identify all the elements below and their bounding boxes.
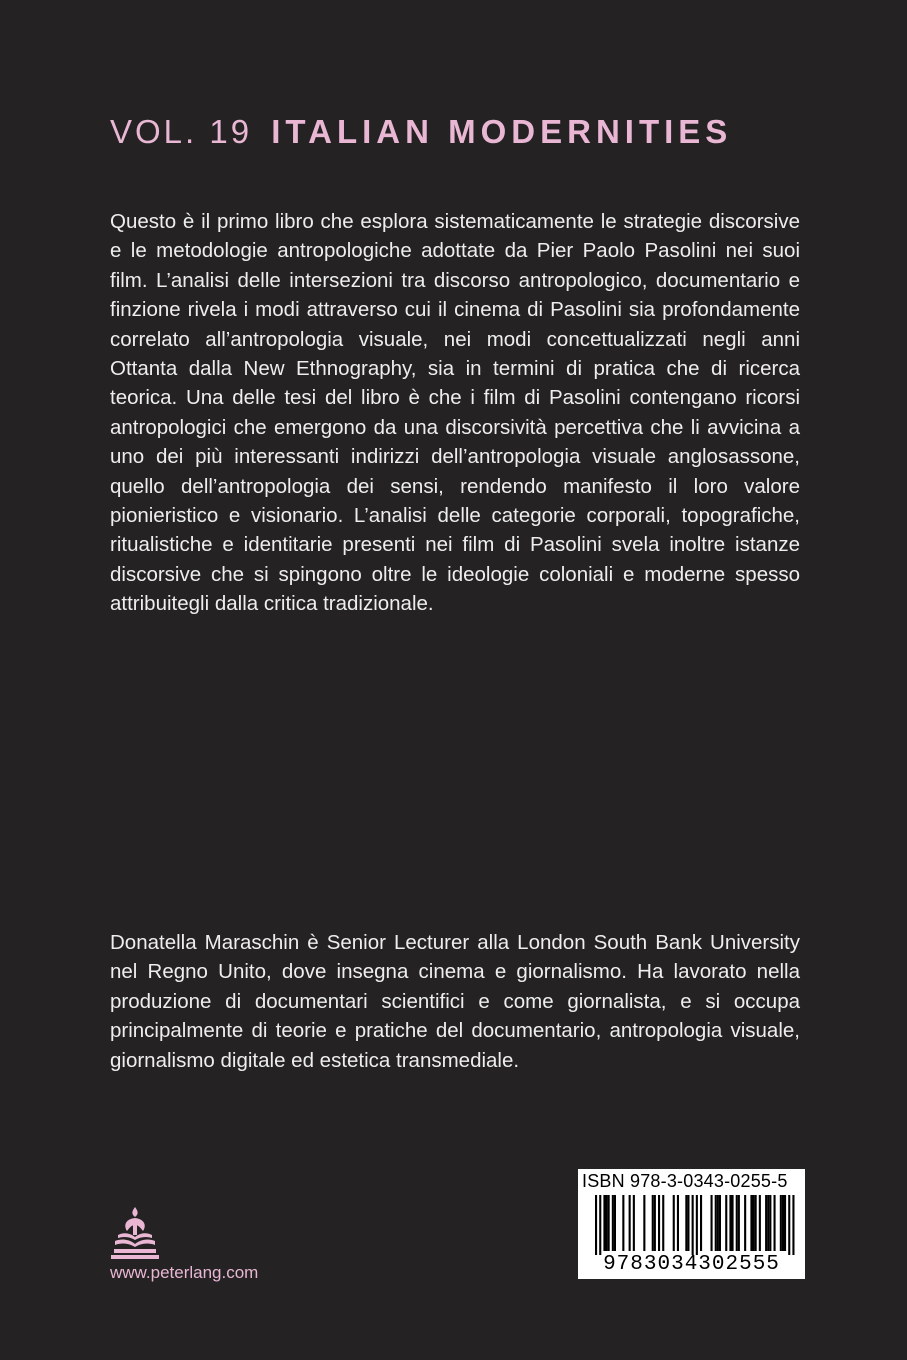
barcode-bar xyxy=(662,1195,664,1251)
barcode-bar xyxy=(759,1195,761,1251)
book-blurb: Questo è il primo libro che esplora sistematicamente le strategie discorsive e le metodologie antropologiche adottate da Pier Paolo Pasolini nei suoi film. L’analisi delle intersezioni tra discorso antropologico, documentario e finzione rivela i modi attraverso cui il cinema di Pasolini sia profondamente correlato all’antropologia visuale, nei modi concettualizzati negli anni Ottanta dalla New Ethnography, sia in termini di pratica che di ricerca teorica. Una delle tesi del libro è che i film di Pasolini contengano ricorsi antropologici che emergono da una discorsività percettiva che li avvicina a uno dei più interessanti indirizzi dell’antropologia visuale anglosassone, quello dell’antropologia dei sensi, rendendo manifesto il loro valore pionieristico e visionario. L’analisi delle categorie corporali, topografiche, ritualistiche e identitarie presenti nei film di Pasolini svela inoltre istanze discorsive che si spingono oltre le ideologie coloniali e moderne spesso attribuitegli dalla critica tradizionale. xyxy=(110,210,800,616)
barcode-bar xyxy=(614,1195,616,1251)
barcode-bar xyxy=(643,1195,645,1251)
barcode-bar xyxy=(715,1195,717,1251)
barcode-bar xyxy=(700,1195,702,1251)
barcode-bar xyxy=(792,1195,794,1255)
barcode-bar xyxy=(673,1195,675,1251)
barcode-bar xyxy=(719,1195,721,1251)
barcode-bar xyxy=(595,1195,597,1255)
barcode-bar xyxy=(622,1195,624,1251)
barcode-bar xyxy=(677,1195,679,1251)
barcode-bar xyxy=(738,1195,740,1251)
isbn-barcode xyxy=(578,1169,805,1279)
series-name: ITALIAN MODERNITIES xyxy=(271,113,733,150)
peter-lang-fountain-logo-icon xyxy=(110,1205,160,1261)
barcode-bar xyxy=(744,1195,746,1251)
barcode-bar xyxy=(736,1195,738,1251)
barcode-bars xyxy=(578,1193,805,1255)
barcode-bar xyxy=(658,1195,660,1251)
barcode-bar xyxy=(732,1195,734,1251)
barcode-bar xyxy=(599,1195,601,1255)
barcode-bar xyxy=(784,1195,786,1251)
barcode-bar xyxy=(692,1195,694,1255)
author-bio: Donatella Maraschin è Senior Lecturer alla London South Bank University nel Regno Unito, dove insegna cinema e giornalismo. Ha lavorato nella produzione di documentari scientifici e come giornalista, e si occupa principalmente di teorie e pratiche del documentario, antropologia visuale, giornalismo digitale ed estetica transmediale. xyxy=(110,931,800,1072)
barcode-bar xyxy=(687,1195,689,1251)
barcode-bar xyxy=(606,1195,608,1251)
ean-digits: 9783034302555 xyxy=(603,1253,780,1276)
barcode-bar xyxy=(633,1195,635,1251)
barcode-bar xyxy=(696,1195,698,1255)
barcode-bar xyxy=(774,1195,776,1251)
isbn-label: ISBN 978-3-0343-0255-5 xyxy=(582,1171,788,1191)
barcode-bar xyxy=(729,1195,731,1251)
barcode-bar xyxy=(750,1195,752,1251)
barcode-bar xyxy=(725,1195,727,1251)
barcode-bar xyxy=(788,1195,790,1255)
barcode-bar xyxy=(780,1195,782,1251)
barcode-bar xyxy=(711,1195,713,1251)
barcode-bar xyxy=(753,1195,755,1251)
barcode-bar xyxy=(769,1195,771,1251)
barcode-bar xyxy=(717,1195,719,1251)
publisher-url: www.peterlang.com xyxy=(110,1263,259,1282)
barcode-bar xyxy=(685,1195,687,1251)
barcode-bar xyxy=(782,1195,784,1251)
barcode-bar xyxy=(755,1195,757,1251)
barcode-bar xyxy=(767,1195,769,1251)
barcode-bar xyxy=(629,1195,631,1251)
barcode-bar xyxy=(612,1195,614,1251)
barcode-bar xyxy=(603,1195,605,1251)
barcode-bar xyxy=(654,1195,656,1251)
series-volume: VOL. 19 xyxy=(110,113,253,150)
barcode-bar xyxy=(608,1195,610,1251)
series-heading xyxy=(110,112,732,152)
barcode-bar xyxy=(765,1195,767,1251)
barcode-bar xyxy=(652,1195,654,1251)
